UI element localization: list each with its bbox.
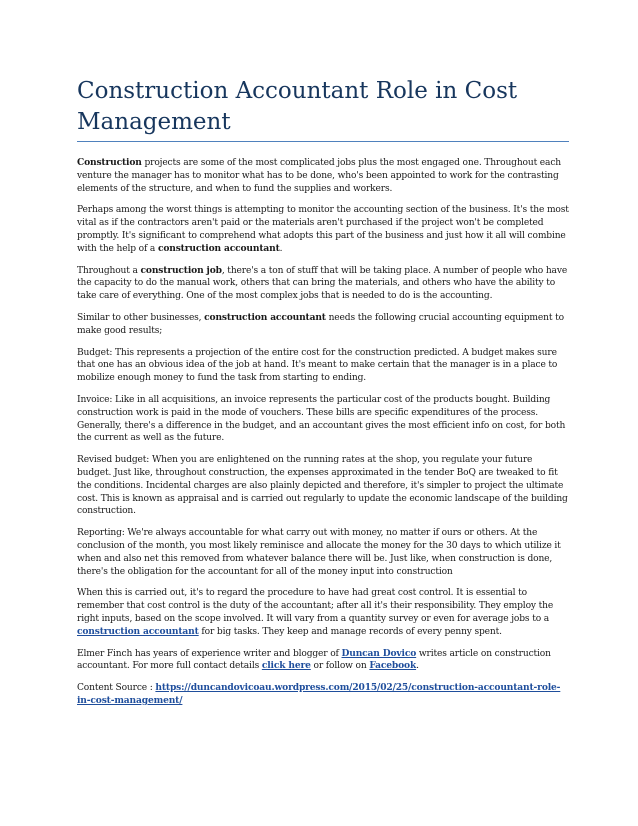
paragraph-reporting: Reporting: We're always accountable for what carry out with money, no matter if ours or others. At the conclusion of the month, you most likely reminisce and allocate the money for the 30 days to which utilize it when and also net this removed from whatever balance there will be. Just like, when construction is done, there's the obligation for the accountant for all of the money input into construction — [77, 528, 561, 577]
bold-term: construction accountant — [157, 242, 280, 254]
title-divider — [77, 141, 569, 142]
content-source-link[interactable]: https://duncandovicoau.wordpress.com/2015/02/25/construction-accountant-role-in-cost-management/ — [77, 682, 561, 706]
paragraph-author: Elmer Finch has years of experience writer and blogger of Duncan Dovico writes article on construction accountant. For more full contact details click here or follow on Facebook. — [77, 647, 551, 672]
bold-term: construction accountant — [204, 311, 326, 323]
click-here-link[interactable]: click here — [261, 660, 311, 672]
paragraph-intro: Construction projects are some of the most complicated jobs plus the most engaged one. Throughout each venture the manager has to monitor what has to be done, who's been appointed to work for the contrasting elements of the structure, and when to fund the supplies and workers. — [77, 157, 561, 194]
paragraph-revised-budget: Revised budget: When you are enlightened on the running rates at the shop, you regulate your future budget. Just like, throughout construction, the expenses approximated in the tender BoQ are tweaked to fit the conditions. Incidental charges are also plainly depicted and therefore, it's simpler to project the ultimate cost. This is known as appraisal and is carried out regularly to update the economic landscape of the building construction. — [77, 455, 568, 517]
paragraph-cost-control: When this is carried out, it's to regard the procedure to have had great cost control. It is essential to remember that cost control is the duty of the accountant; after all it's their responsibility. They employ the right inputs, based on the scope involved. It will vary from a quantity survey or even for average jobs to a construction accountant for big tasks. They keep and manage records of every penny spent. — [77, 588, 554, 637]
bold-term: construction job — [140, 264, 222, 276]
paragraph-construction-job: Throughout a construction job, there's a ton of stuff that will be taking place. A number of people who have the capacity to do the manual work, others that can bring the materials, and others who have the ability to take care of everything. One of the most complex jobs that is needed to do is the accounting. — [77, 264, 568, 302]
paragraph-content-source: Content Source : https://duncandovicoau.wordpress.com/2015/02/25/construction-accountant-role-in-cost-management/ — [77, 682, 561, 706]
page-title: Construction Accountant Role in Cost Management — [77, 78, 518, 135]
paragraph-equipment: Similar to other businesses, construction accountant needs the following crucial accounting equipment to make good results; — [77, 311, 564, 336]
paragraph-accounting: Perhaps among the worst things is attempting to monitor the accounting section of the business. It's the most vital as if the contractors aren't paid or the materials aren't purchased if the project won't be completed promptly. It's significant to comprehend what adopts this part of the business and just how it all will combine with the help of a construction accountant. — [77, 205, 569, 254]
construction-accountant-link[interactable]: construction accountant — [77, 625, 199, 637]
bold-term: Construction — [77, 157, 142, 168]
paragraph-invoice: Invoice: Like in all acquisitions, an invoice represents the particular cost of the products bought. Building construction work is paid in the mode of vouchers. These bills are specific expenditures of the process. Generally, there's a difference in the budget, and an accountant gives the most efficient info on cost, for both the current as well as the future. — [77, 394, 566, 444]
paragraph-budget: Budget: This represents a projection of the entire cost for the construction predicted. A budget makes sure that one has an obvious idea of the job at hand. It's meant to make certain that the manager is in a place to mobilize enough money to fund the task from starting to ending. — [77, 347, 558, 384]
facebook-link[interactable]: Facebook — [369, 660, 417, 672]
duncan-dovico-link[interactable]: Duncan Dovico — [341, 647, 417, 659]
document-page — [77, 76, 569, 717]
